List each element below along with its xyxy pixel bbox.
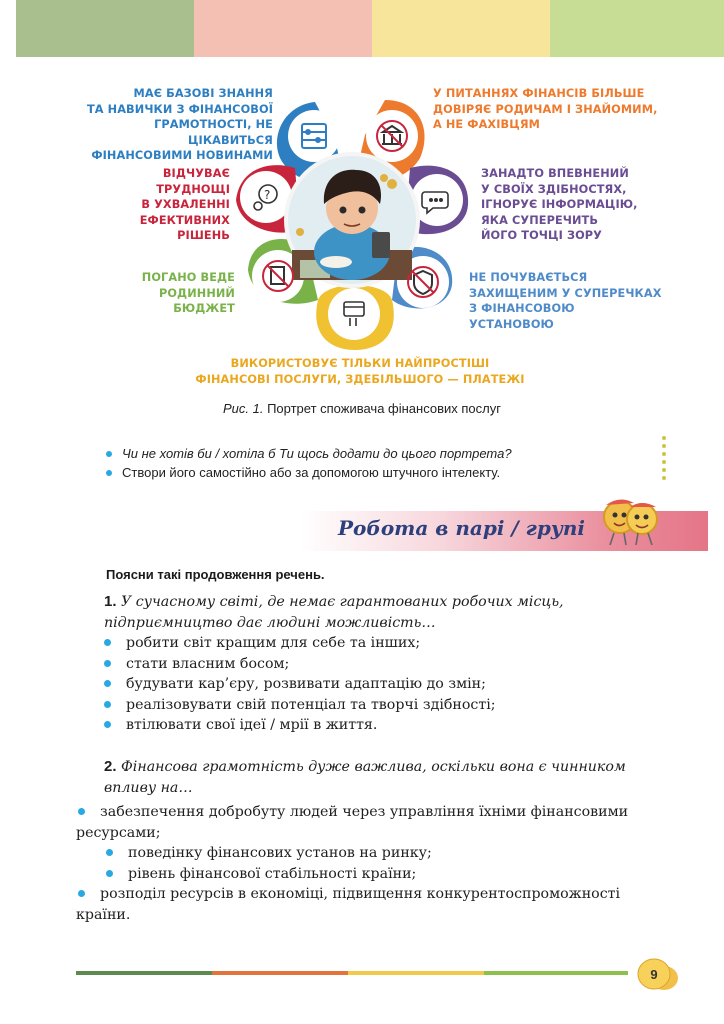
question-2-stem <box>104 757 654 798</box>
answer-item: втілювати свої ідеї / мрії в життя. <box>102 715 654 736</box>
trait-simple-services: ВИКОРИСТОВУЄ ТІЛЬКИ НАЙПРОСТІШІ ФІНАНСОВІ ПОСЛУГИ, ЗДЕБІЛЬШОГО — ПЛАТЕЖІ <box>195 357 525 386</box>
answer-item: будувати кар’єру, розвивати адаптацію до змін; <box>102 674 654 695</box>
trait-basic-knowledge: МАЄ БАЗОВІ ЗНАННЯ ТА НАВИЧКИ З ФІНАНСОВОЇ ГРАМОТНОСТІ, НЕ ЦІКАВИТЬСЯ ФІНАНСОВИМИ НОВИНАМИ <box>86 87 273 162</box>
petal-yellow <box>316 285 394 350</box>
trait-overconfident: ЗАНАДТО ВПЕВНЕНИЙ У СВОЇХ ЗДІБНОСТЯХ, ІГНОРУЄ ІНФОРМАЦІЮ, ЯКА СУПЕРЕЧИТЬ ЙОГО ТОЧЦІ ЗОРУ <box>481 167 638 242</box>
question-2 <box>76 757 654 925</box>
caption-text: Портрет споживача фінансових послуг <box>263 401 501 416</box>
caption-prefix: Рис. 1. <box>223 401 264 416</box>
figure-caption <box>0 401 724 416</box>
question-2-number: 2. <box>104 758 117 775</box>
answer-item: забезпечення добробуту людей через управління їхніми фінансовими ресурсами; <box>76 802 654 843</box>
footer-bar-orange <box>212 971 348 975</box>
question-1 <box>104 592 654 736</box>
question-1-stem <box>104 592 654 633</box>
footer-bar-yellow <box>348 971 484 975</box>
trait-unprotected: НЕ ПОЧУВАЄТЬСЯ ЗАХИЩЕНИМ У СУПЕРЕЧКАХ З ФІНАНСОВОЮ УСТАНОВОЮ <box>469 271 662 331</box>
question-1-number: 1. <box>104 593 117 610</box>
section-subtitle: Поясни такі продовження речень. <box>106 567 325 582</box>
student-portrait <box>286 154 418 286</box>
page-number: 9 <box>650 967 658 982</box>
answer-item: поведінку фінансових установ на ринку; <box>104 843 654 864</box>
trait-poor-budget: ПОГАНО ВЕДЕ РОДИННИЙ БЮДЖЕТ <box>141 271 235 315</box>
footer-bar-lightgreen <box>484 971 628 975</box>
footer-bar-green <box>76 971 212 975</box>
bullet-item: Створи його самостійно або за допомогою штучного інтелекту. <box>106 463 512 482</box>
answer-item: реалізовувати свій потенціал та творчі здібності; <box>102 695 654 716</box>
trait-difficulties: ВІДЧУВАЄ ТРУДНОЩІ В УХВАЛЕННІ ЕФЕКТИВНИХ РІШЕНЬ <box>139 167 230 242</box>
decorative-dots <box>662 436 666 484</box>
page-coin-icon <box>636 958 680 992</box>
answer-item: стати власним босом; <box>102 654 654 675</box>
coin-characters-icon <box>598 495 664 549</box>
question-2-text: Фінансова грамотність дуже важлива, оскільки вона є чинником впливу на… <box>104 759 626 796</box>
svg-text:?: ? <box>264 188 271 202</box>
answer-item: рівень фінансової стабільності країни; <box>104 864 654 885</box>
prompt-bullets <box>106 444 512 482</box>
section-title: Робота в парі / групі <box>338 516 585 540</box>
answer-item: робити світ кращим для себе та інших; <box>102 633 654 654</box>
trait-trusts-relatives: У ПИТАННЯХ ФІНАНСІВ БІЛЬШЕ ДОВІРЯЄ РОДИЧАМ І ЗНАЙОМИМ, А НЕ ФАХІВЦЯМ <box>433 87 658 131</box>
bullet-item: Чи не хотів би / хотіла б Ти щось додати до цього портрета? <box>106 444 512 463</box>
question-1-text: У сучасному світі, де немає гарантованих робочих місць, підприємництво дає людині можливість… <box>104 594 564 631</box>
answer-item: розподіл ресурсів в економіці, підвищення конкурентоспроможності країни. <box>76 884 654 925</box>
